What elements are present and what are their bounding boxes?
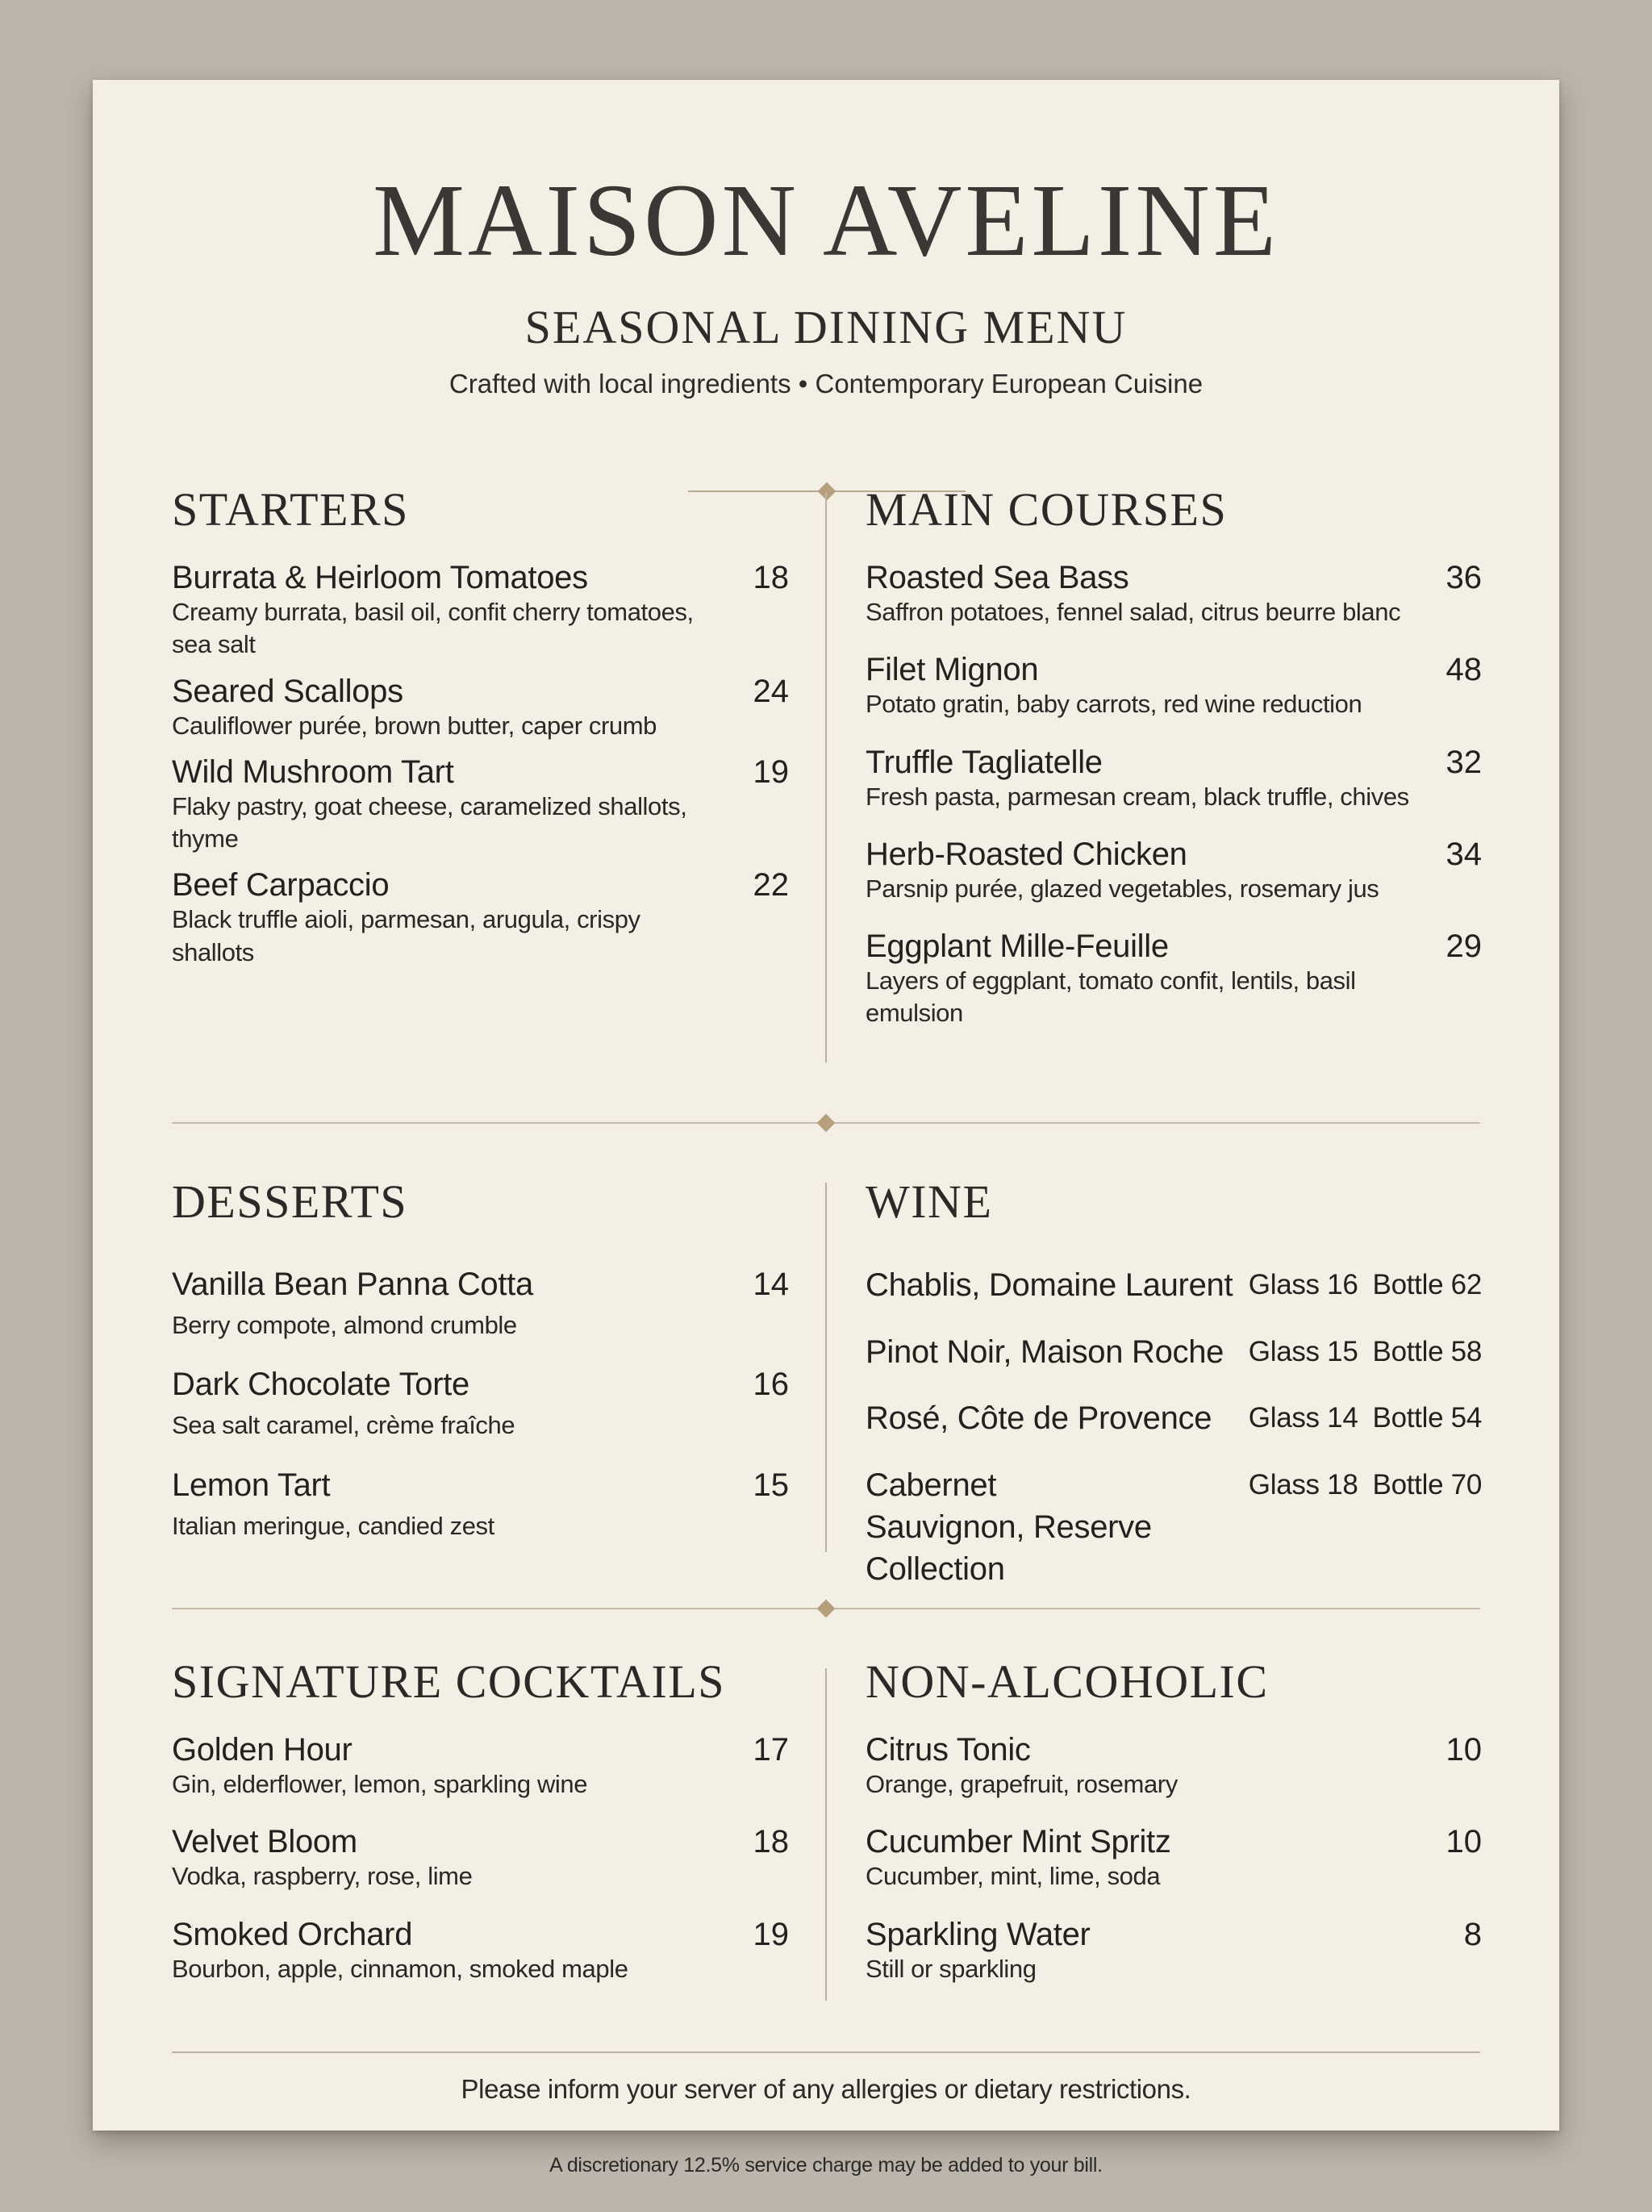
item-name: Herb-Roasted Chicken (866, 836, 1187, 872)
item-name: Golden Hour (172, 1732, 353, 1768)
section-heading: MAIN COURSES (866, 483, 1228, 536)
column-divider-top (825, 492, 827, 1062)
item-price: 19 (753, 1916, 789, 1952)
menu-item (172, 1366, 789, 1442)
footer-rule (172, 2051, 1480, 2053)
item-name: Burrata & Heirloom Tomatoes (172, 560, 588, 595)
item-price: 8 (1463, 1916, 1482, 1952)
section-starters (172, 483, 789, 969)
item-description: Vodka, raspberry, rose, lime (172, 1862, 473, 1891)
item-name: Seared Scallops (172, 673, 403, 709)
glass-price: Glass 16 (1248, 1269, 1358, 1300)
item-description: Still or sparkling (866, 1954, 1037, 1983)
item-description: Fresh pasta, parmesan cream, black truffle, chives (866, 782, 1409, 811)
bottle-price: Bottle 70 (1372, 1468, 1482, 1500)
item-description: Berry compote, almond crumble (172, 1311, 517, 1339)
menu-item (172, 1266, 789, 1342)
item-price: 14 (753, 1267, 789, 1302)
menu-item (172, 753, 789, 856)
restaurant-title: MAISON AVELINE (373, 163, 1279, 278)
item-name: Eggplant Mille-Feuille (866, 929, 1169, 965)
menu-item (172, 1467, 789, 1542)
diamond-icon (817, 1114, 836, 1133)
section-heading: WINE (866, 1175, 993, 1228)
menu-item (172, 866, 789, 969)
menu-page (93, 80, 1559, 2131)
diamond-icon (818, 482, 836, 501)
menu-item (866, 1731, 1482, 1801)
item-description: Black truffle aioli, parmesan, arugula, crispy shallots (172, 905, 640, 966)
section-heading: NON-ALCOHOLIC (866, 1655, 1269, 1708)
glass-price: Glass 15 (1248, 1335, 1358, 1367)
item-description: Layers of eggplant, tomato confit, lentils, basil emulsion (866, 966, 1356, 1028)
bottle-price: Bottle 54 (1372, 1402, 1482, 1434)
section-rule-1 (172, 1115, 1480, 1131)
section-heading: DESSERTS (172, 1175, 408, 1228)
wine-item (866, 1264, 1482, 1307)
item-price: 48 (1446, 652, 1482, 688)
item-description: Bourbon, apple, cinnamon, smoked maple (172, 1954, 628, 1983)
item-name: Lemon Tart (172, 1467, 331, 1503)
item-price: 29 (1446, 929, 1482, 965)
item-price: 32 (1446, 744, 1482, 780)
item-price: 19 (753, 753, 789, 790)
wine-name: Rosé, Côte de Provence (866, 1400, 1212, 1436)
item-name: Smoked Orchard (172, 1916, 413, 1952)
menu-item (866, 744, 1482, 813)
item-description: Sea salt caramel, crème fraîche (172, 1411, 515, 1440)
wine-item (866, 1331, 1482, 1374)
item-price: 10 (1446, 1824, 1482, 1860)
item-description: Potato gratin, baby carrots, red wine reduction (866, 690, 1362, 719)
wine-name: Chablis, Domaine Laurent (866, 1267, 1233, 1303)
section-main-courses (866, 483, 1482, 1030)
wine-name: Cabernet Sauvignon, Reserve Collection (866, 1467, 1152, 1587)
item-price: 15 (753, 1467, 789, 1503)
item-name: Sparkling Water (866, 1916, 1091, 1952)
item-name: Citrus Tonic (866, 1732, 1031, 1768)
glass-price: Glass 18 (1248, 1468, 1358, 1500)
item-description: Cucumber, mint, lime, soda (866, 1862, 1161, 1891)
section-wine (866, 1175, 1482, 1590)
item-price: 16 (753, 1367, 789, 1403)
section-rule-2 (172, 1601, 1480, 1617)
diamond-icon (817, 1600, 836, 1618)
item-description: Cauliflower purée, brown butter, caper crumb (172, 711, 657, 740)
item-description: Italian meringue, candied zest (172, 1511, 494, 1540)
item-description: Gin, elderflower, lemon, sparkling wine (172, 1770, 588, 1798)
bottle-price: Bottle 58 (1372, 1335, 1482, 1367)
menu-item (172, 1731, 789, 1801)
item-price: 34 (1446, 836, 1482, 872)
menu-item (866, 559, 1482, 628)
menu-item (172, 1823, 789, 1893)
item-name: Filet Mignon (866, 652, 1039, 688)
wine-item (866, 1397, 1482, 1440)
section-signature-cocktails (172, 1655, 789, 1985)
section-non-alcoholic (866, 1655, 1482, 1985)
section-desserts (172, 1175, 789, 1542)
section-heading: SIGNATURE COCKTAILS (172, 1655, 726, 1708)
menu-item (172, 559, 789, 662)
item-price: 18 (753, 1824, 789, 1860)
item-price: 36 (1446, 560, 1482, 595)
glass-price: Glass 14 (1248, 1402, 1358, 1434)
item-name: Truffle Tagliatelle (866, 744, 1103, 780)
item-name: Vanilla Bean Panna Cotta (172, 1267, 533, 1302)
item-description: Saffron potatoes, fennel salad, citrus beurre blanc (866, 598, 1401, 626)
item-price: 24 (753, 673, 789, 709)
menu-item (866, 651, 1482, 720)
item-price: 10 (1446, 1732, 1482, 1768)
item-name: Roasted Sea Bass (866, 560, 1129, 595)
bottle-price: Bottle 62 (1372, 1269, 1482, 1300)
item-description: Creamy burrata, basil oil, confit cherry tomatoes, sea salt (172, 598, 694, 659)
allergy-note: Please inform your server of any allergies or dietary restrictions. (461, 2074, 1191, 2104)
item-price: 18 (753, 560, 789, 595)
section-heading: STARTERS (172, 483, 409, 536)
menu-item (172, 1916, 789, 1985)
item-description: Orange, grapefruit, rosemary (866, 1770, 1178, 1798)
item-name: Wild Mushroom Tart (172, 753, 454, 790)
item-price: 17 (753, 1732, 789, 1768)
item-name: Dark Chocolate Torte (172, 1367, 470, 1403)
tagline: Crafted with local ingredients • Contemporary European Cuisine (448, 369, 1204, 399)
wine-item (866, 1464, 1482, 1590)
menu-item (866, 836, 1482, 905)
menu-item (866, 1916, 1482, 1985)
item-name: Velvet Bloom (172, 1824, 357, 1860)
item-name: Beef Carpaccio (172, 867, 390, 904)
item-price: 22 (753, 867, 789, 904)
item-name: Cucumber Mint Spritz (866, 1824, 1171, 1860)
column-divider-middle (825, 1183, 827, 1552)
service-charge-note: A discretionary 12.5% service charge may be added to your bill. (549, 2154, 1103, 2177)
menu-item (172, 673, 789, 742)
wine-name: Pinot Noir, Maison Roche (866, 1333, 1224, 1370)
item-description: Parsnip purée, glazed vegetables, rosemary jus (866, 874, 1379, 903)
menu-item (866, 1823, 1482, 1893)
menu-item (866, 928, 1482, 1030)
column-divider-bottom (825, 1668, 827, 2001)
menu-subtitle: SEASONAL DINING MENU (524, 301, 1128, 353)
item-description: Flaky pastry, goat cheese, caramelized shallots, thyme (172, 791, 687, 853)
